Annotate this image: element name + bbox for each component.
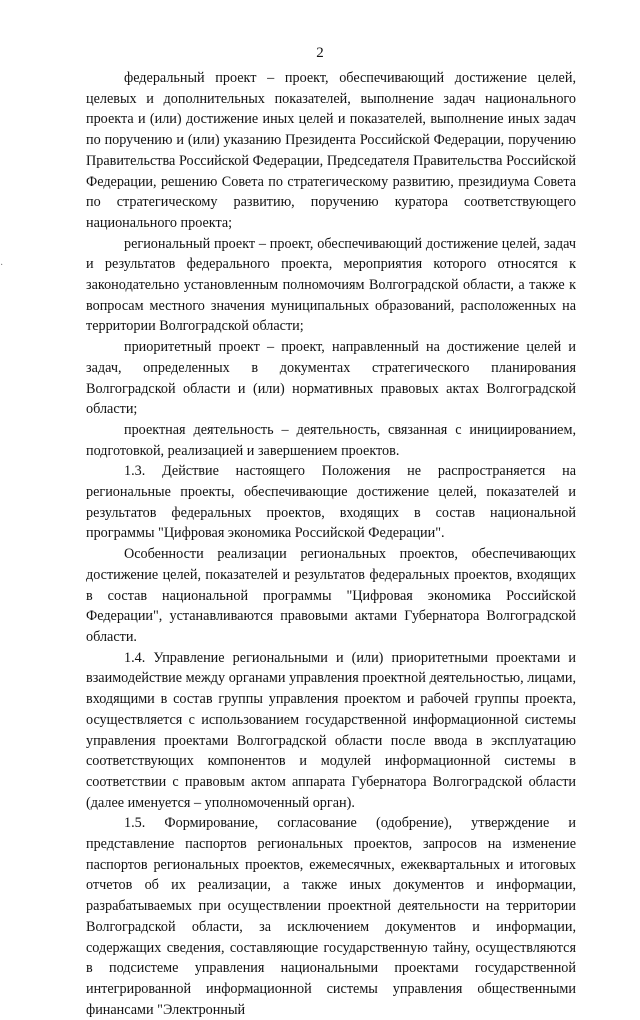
paragraph-1-4: 1.4. Управление региональными и (или) приоритетными проектами и взаимодействие между органами управления проектной деятельностью, лицами, входящими в состав группы управления проектом и рабочей группы проекта, осуществляется с использованием государственной информационной системы управления проектами Волгоградской области после ввода в эксплуатацию соответствующих компонентов и модулей информационной системы в соответствии с правовым актом аппарата Губернатора Волгоградской области (далее именуется – уполномоченный орган). [86,649,576,811]
paragraph-project-activity: проектная деятельность – деятельность, связанная с инициированием, подготовкой, реализацией и завершением проектов. [86,421,576,459]
paragraph-priority-project: приоритетный проект – проект, направленный на достижение целей и задач, определенных в документах стратегического планирования Волгоградской области и (или) нормативных правовых актах Волгоградской области; [86,339,576,418]
scan-mark: · [0,260,4,271]
paragraph-1-3: 1.3. Действие настоящего Положения не распространяется на региональные проекты, обеспечивающие достижение целей, показателей и результатов федеральных проектов, входящих в состав национальной программы "Цифровая экономика Российской Федерации". [86,463,576,542]
document-body [86,68,576,1020]
paragraph-federal-project: федеральный проект – проект, обеспечивающий достижение целей, целевых и дополнительных показателей, выполнение задач национального проекта и (или) достижение иных целей и показателей, выполнение иных задач по поручению и (или) указанию Президента Российской Федерации, поручению Правительства Российской Федерации, Председателя Правительства Российской Федерации, решению Совета по стратегическому развитию, президиума Совета по стратегическому развитию, поручению куратора соответствующего национального проекта; [86,70,576,231]
paragraph-regional-features: Особенности реализации региональных проектов, обеспечивающих достижение целей, показателей и результатов федеральных проектов, входящих в состав национальной программы "Цифровая экономика Российской Федерации", устанавливаются правовыми актами Губернатора Волгоградской области. [86,546,576,645]
paragraph-1-5: 1.5. Формирование, согласование (одобрение), утверждение и представление паспортов региональных проектов, запросов на изменение паспортов региональных проектов, ежемесячных, ежеквартальных и итоговых отчетов об их реализации, а также иных документов и информации, разрабатываемых при осуществлении проектной деятельности на территории Волгоградской области, за исключением документов и информации, содержащих сведения, составляющие государственную тайну, осуществляются в подсистеме управления национальными проектами государственной интегрированной информационной системы управления общественными финансами "Электронный [86,815,576,1018]
paragraph-regional-project: региональный проект – проект, обеспечивающий достижение целей, задач и результатов федерального проекта, мероприятия которого относятся к законодательно установленным полномочиям Волгоградской области, а также к вопросам местного значения муниципальных образований, расположенных на территории Волгоградской области; [86,235,576,335]
page-number: 2 [316,45,324,61]
